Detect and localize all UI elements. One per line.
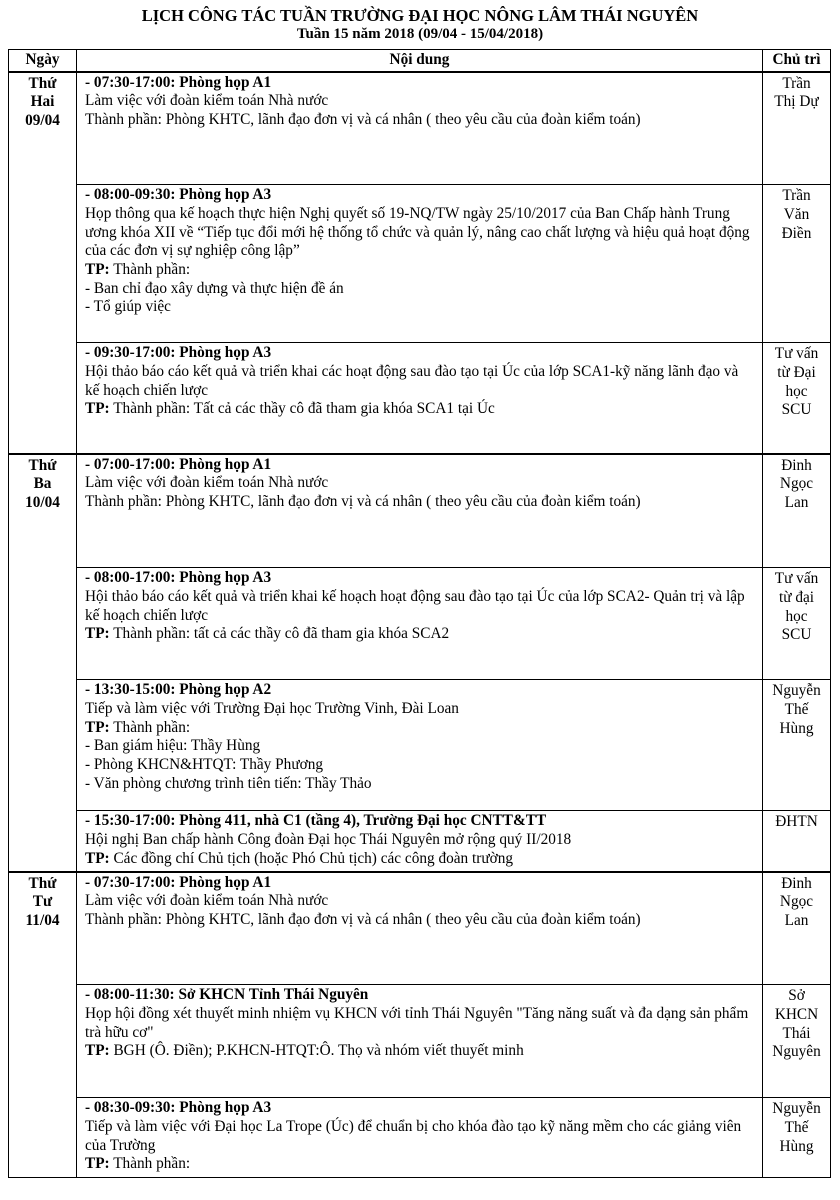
event-time: - 08:00-11:30: Sở KHCN Tỉnh Thái Nguyên	[85, 986, 369, 1004]
tp-text: Các đồng chí Chủ tịch (hoặc Phó Chủ tịch) các công đoàn trường	[109, 849, 514, 867]
host-cell	[763, 680, 831, 811]
event-line: Làm việc với đoàn kiểm toán Nhà nước	[85, 892, 329, 910]
event-time: - 07:00-17:00: Phòng họp A1	[85, 455, 272, 473]
host-name: Sở	[788, 987, 805, 1005]
event-content	[77, 1098, 763, 1178]
event-time: - 08:00-17:00: Phòng họp A3	[85, 569, 272, 587]
host-name: Lan	[784, 494, 809, 512]
event-time: - 13:30-15:00: Phòng họp A2	[85, 681, 272, 699]
tp-text: BGH (Ô. Điền); P.KHCN-HTQT:Ô. Thọ và nhóm viết thuyết minh	[109, 1042, 524, 1060]
event-content	[77, 72, 763, 185]
event-line: - Tổ giúp việc	[85, 298, 171, 316]
column-header-host: Chủ trì	[763, 50, 831, 72]
event-line: Họp thông qua kế hoạch thực hiện Nghị quyết số 19-NQ/TW ngày 25/10/2017 của Ban Chấp hành Trung ương khóa XII về “Tiếp tục đổi mới hệ thống tổ chức và quản lý, nâng cao chất lượng và hiệu quả hoạt động của các đơn vị sự nghiệp công lập”	[85, 204, 750, 260]
event-content	[77, 454, 763, 568]
event-line: Làm việc với đoàn kiểm toán Nhà nước	[85, 92, 329, 110]
host-name: học	[785, 382, 808, 400]
host-name: Ngọc	[779, 475, 814, 493]
table-row	[9, 1098, 831, 1178]
host-cell	[763, 985, 831, 1098]
table-row	[9, 72, 831, 185]
tp-label: TP:	[85, 400, 110, 418]
host-name: Nguyễn	[772, 682, 821, 700]
host-name: Đinh	[781, 874, 812, 892]
tp-label: TP:	[85, 625, 110, 643]
event-time: - 09:30-17:00: Phòng họp A3	[85, 344, 272, 362]
day-label: Thứ	[28, 74, 57, 92]
day-label: Thứ	[28, 874, 57, 892]
host-name: Trần	[782, 187, 811, 205]
host-name: Hùng	[779, 719, 814, 737]
event-line: Hội nghị Ban chấp hành Công đoàn Đại học Thái Nguyên mở rộng quý II/2018	[85, 830, 572, 848]
host-cell	[763, 454, 831, 568]
table-row	[9, 680, 831, 811]
table-row	[9, 811, 831, 872]
table-row	[9, 872, 831, 985]
event-line: Thành phần: Phòng KHTC, lãnh đạo đơn vị và cá nhân ( theo yêu cầu của đoàn kiểm toán)	[85, 493, 641, 511]
event-line: Họp hội đồng xét thuyết minh nhiệm vụ KHCN với tỉnh Thái Nguyên "Tăng năng suất và đa dạng sản phẩm trà hữu cơ"	[85, 1004, 749, 1041]
host-name: Thái	[782, 1024, 811, 1042]
day-date: 11/04	[25, 912, 60, 930]
event-time: - 07:30-17:00: Phòng họp A1	[85, 873, 272, 891]
day-cell-wednesday	[9, 872, 77, 1178]
event-line: - Văn phòng chương trình tiên tiến: Thầy Thảo	[85, 774, 372, 792]
column-header-day: Ngày	[9, 50, 77, 72]
host-name: Tư vấn	[774, 345, 819, 363]
host-name: học	[785, 607, 808, 625]
tp-label: TP:	[85, 261, 110, 279]
host-name: Thế	[784, 700, 809, 718]
event-line: Thành phần: Phòng KHTC, lãnh đạo đơn vị và cá nhân ( theo yêu cầu của đoàn kiểm toán)	[85, 111, 641, 129]
tp-text: Thành phần: Tất cả các thầy cô đã tham gia khóa SCA1 tại Úc	[109, 400, 495, 418]
event-content	[77, 185, 763, 343]
event-time: - 08:30-09:30: Phòng họp A3	[85, 1099, 272, 1117]
host-name: Ngọc	[779, 893, 814, 911]
host-name: Tư vấn	[774, 570, 819, 588]
day-cell-monday	[9, 72, 77, 454]
document-subtitle: Tuần 15 năm 2018 (09/04 - 15/04/2018)	[296, 26, 544, 42]
day-date: 09/04	[25, 112, 60, 130]
host-cell	[763, 185, 831, 343]
event-line: - Ban chỉ đạo xây dựng và thực hiện đề án	[85, 279, 344, 297]
event-content	[77, 811, 763, 872]
host-name: Nguyễn	[772, 1100, 821, 1118]
tp-text: Thành phần:	[109, 718, 191, 736]
day-label: Thứ	[28, 456, 57, 474]
event-line: Tiếp và làm việc với Trường Đại học Trường Vinh, Đài Loan	[85, 699, 459, 717]
host-name: Trần	[782, 74, 811, 92]
table-row	[9, 568, 831, 680]
event-time: - 08:00-09:30: Phòng họp A3	[85, 186, 272, 204]
host-name: Lan	[784, 912, 809, 930]
day-label: Tư	[32, 893, 53, 911]
host-name: Hùng	[779, 1137, 814, 1155]
table-row	[9, 985, 831, 1098]
tp-text: Thành phần:	[109, 261, 191, 279]
host-name: từ Đại	[777, 363, 816, 381]
document-title: LỊCH CÔNG TÁC TUẦN TRƯỜNG ĐẠI HỌC NÔNG LÂM THÁI NGUYÊN	[141, 6, 699, 25]
event-line: - Phòng KHCN&HTQT: Thầy Phương	[85, 756, 323, 774]
host-name: SCU	[781, 626, 812, 644]
event-content	[77, 680, 763, 811]
host-name: Thị Dự	[774, 93, 819, 111]
host-cell	[763, 72, 831, 185]
host-name: KHCN	[774, 1005, 819, 1023]
event-content	[77, 872, 763, 985]
tp-text: Thành phần:	[109, 1155, 191, 1173]
day-label: Hai	[30, 93, 55, 111]
table-row	[9, 185, 831, 343]
tp-text: Thành phần: tất cả các thầy cô đã tham gia khóa SCA2	[109, 625, 450, 643]
tp-label: TP:	[85, 718, 110, 736]
host-cell	[763, 568, 831, 680]
day-cell-tuesday	[9, 454, 77, 872]
tp-label: TP:	[85, 1155, 110, 1173]
host-name: Đinh	[781, 456, 812, 474]
host-cell	[763, 343, 831, 454]
host-name: ĐHTN	[775, 813, 818, 831]
table-header-row	[9, 50, 831, 72]
event-line: Làm việc với đoàn kiểm toán Nhà nước	[85, 474, 329, 492]
event-content	[77, 568, 763, 680]
event-line: Tiếp và làm việc với Đại học La Trope (Úc) để chuẩn bị cho khóa đào tạo kỹ năng mềm cho các giảng viên của Trường	[85, 1117, 742, 1154]
day-label: Ba	[33, 475, 52, 493]
event-line: Hội thảo báo cáo kết quả và triển khai các hoạt động sau đào tạo tại Úc của lớp SCA1-kỹ năng lãnh đạo và kế hoạch chiến lược	[85, 362, 739, 399]
host-name: Thế	[784, 1118, 809, 1136]
column-header-content: Nội dung	[77, 50, 763, 72]
event-line: Hội thảo báo cáo kết quả và triển khai kế hoạch hoạt động sau đào tạo tại Úc của lớp SCA2- Quản trị và lập kế hoạch chiến lược	[85, 587, 745, 624]
event-time: - 15:30-17:00: Phòng 411, nhà C1 (tầng 4), Trường Đại học CNTT&TT	[85, 812, 547, 830]
table-row	[9, 343, 831, 454]
event-content	[77, 343, 763, 454]
host-name: Nguyên	[772, 1043, 821, 1061]
table-row	[9, 454, 831, 568]
tp-label: TP:	[85, 1042, 110, 1060]
host-cell	[763, 811, 831, 872]
host-name: từ đại	[778, 588, 815, 606]
tp-label: TP:	[85, 849, 110, 867]
event-content	[77, 985, 763, 1098]
schedule-table	[8, 49, 831, 1178]
event-line: Thành phần: Phòng KHTC, lãnh đạo đơn vị và cá nhân ( theo yêu cầu của đoàn kiểm toán)	[85, 911, 641, 929]
host-name: Điền	[781, 224, 812, 242]
host-cell	[763, 872, 831, 985]
day-date: 10/04	[25, 494, 60, 512]
host-name: SCU	[781, 401, 812, 419]
host-cell	[763, 1098, 831, 1178]
host-name: Văn	[783, 205, 810, 223]
event-time: - 07:30-17:00: Phòng họp A1	[85, 73, 272, 91]
event-line: - Ban giám hiệu: Thầy Hùng	[85, 737, 261, 755]
